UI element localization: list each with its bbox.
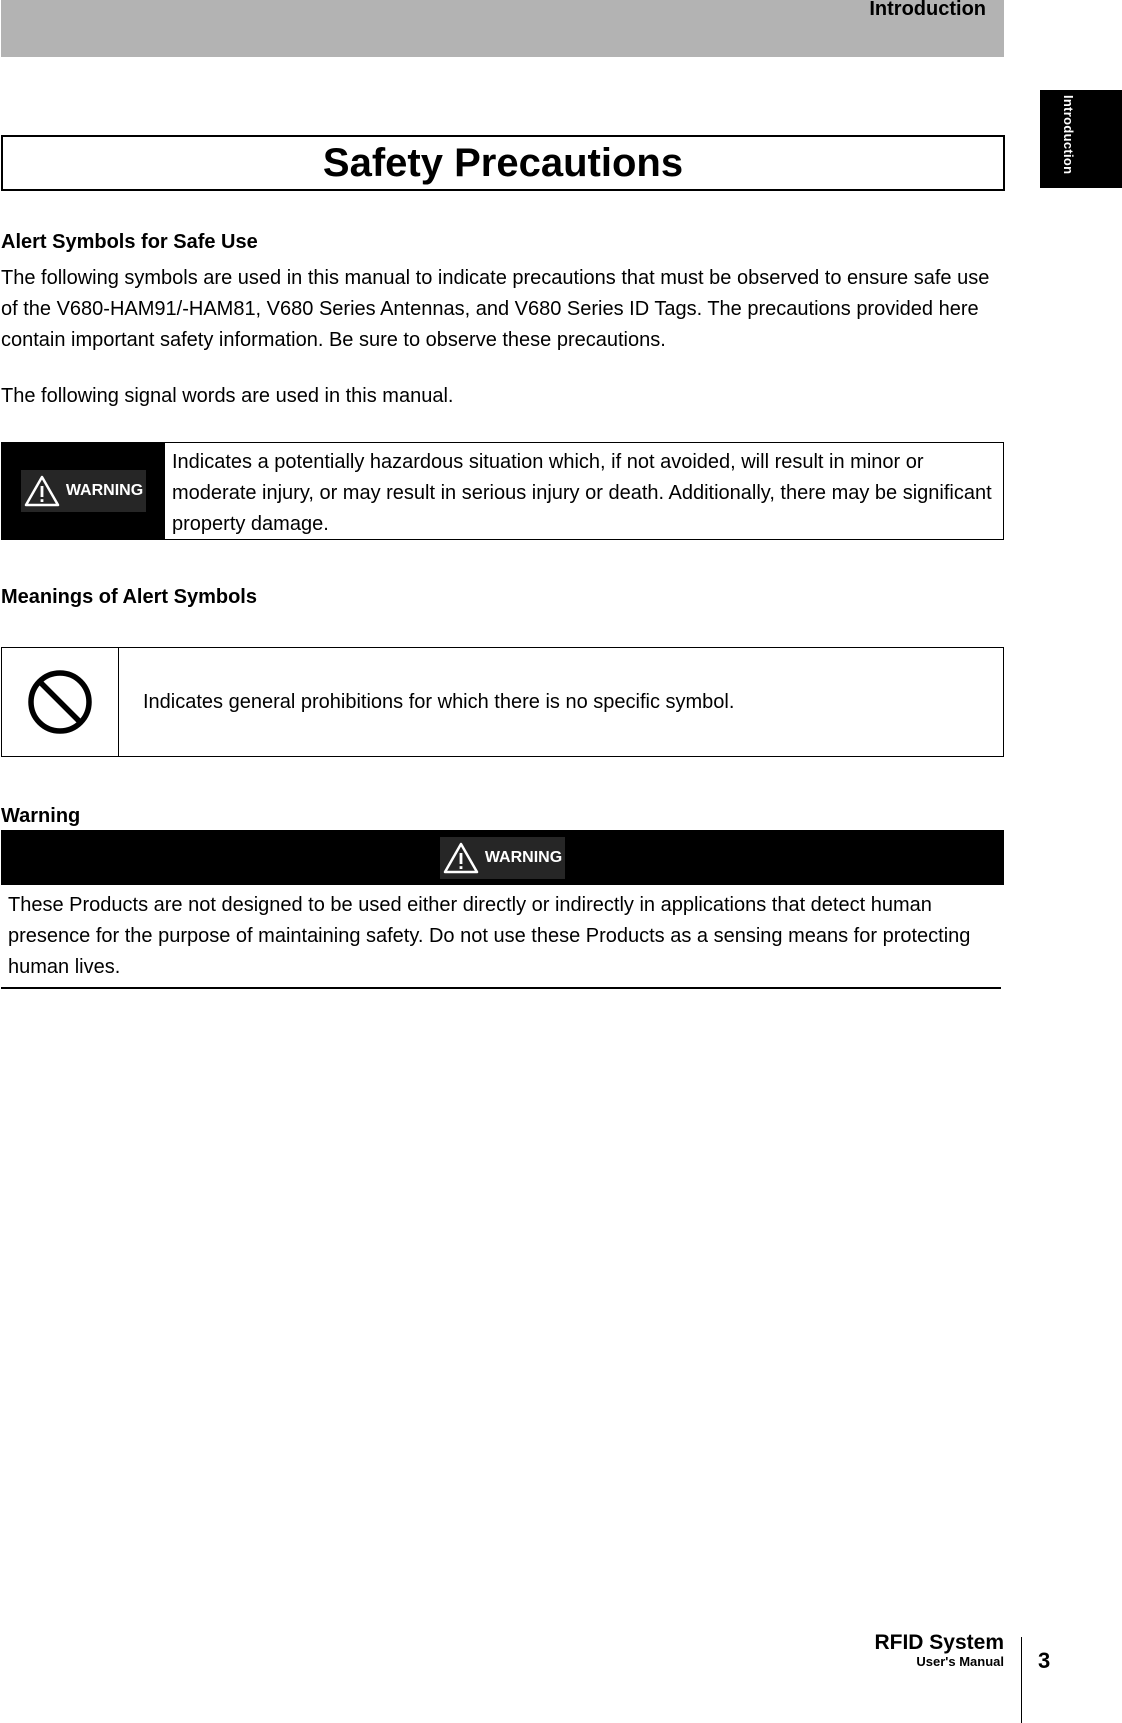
warning-triangle-icon <box>443 842 479 874</box>
side-tab-label: Introduction <box>1061 95 1076 175</box>
signal-word-cell <box>2 443 165 539</box>
footer-subtitle: User's Manual <box>916 1654 1004 1669</box>
meanings-heading: Meanings of Alert Symbols <box>1 586 257 608</box>
alert-symbols-heading: Alert Symbols for Safe Use <box>1 231 258 253</box>
footer-title: RFID System <box>874 1631 1004 1654</box>
signal-word-description: Indicates a potentially hazardous situation which, if not avoided, will result in minor or moderate injury, or may result in serious injury or death. Additionally, there may be significant property damage. <box>172 451 992 535</box>
side-tab <box>1040 90 1122 188</box>
warning-bar-badge <box>440 837 565 879</box>
alert-symbol-cell <box>2 648 119 756</box>
header-section-title: Introduction <box>869 0 986 20</box>
page-title: Safety Precautions <box>322 141 684 185</box>
warning-triangle-icon <box>24 475 60 507</box>
alert-symbols-intro: The following symbols are used in this manual to indicate precautions that must be observed to ensure safe use of the V680-HAM91/-HAM81, V680 Series Antennas, and V680 Series ID Tags. The precautions provided here contain important safety information. Be sure to observe these precautions. <box>1 267 990 351</box>
warning-heading: Warning <box>1 805 81 827</box>
warning-text: These Products are not designed to be used either directly or indirectly in applications that detect human presence for the purpose of maintaining safety. Do not use these Products as a sensing means for protecting human lives. <box>1 890 1001 989</box>
warning-badge <box>21 470 146 512</box>
warning-bar-badge-label: WARNING <box>484 848 563 866</box>
footer-divider <box>1021 1637 1022 1723</box>
page-number: 3 <box>1038 1648 1051 1673</box>
warning-badge-label: WARNING <box>65 482 144 499</box>
alert-symbol-description: Indicates general prohibitions for which there is no specific symbol. <box>143 690 735 713</box>
warning-bar <box>1 830 1004 885</box>
signal-words-intro: The following signal words are used in this manual. <box>1 385 454 407</box>
alert-symbol-table <box>1 647 1004 757</box>
header-bar <box>1 0 1004 57</box>
prohibition-icon <box>27 669 93 735</box>
signal-word-table <box>1 442 1004 540</box>
page-title-box <box>1 135 1005 191</box>
